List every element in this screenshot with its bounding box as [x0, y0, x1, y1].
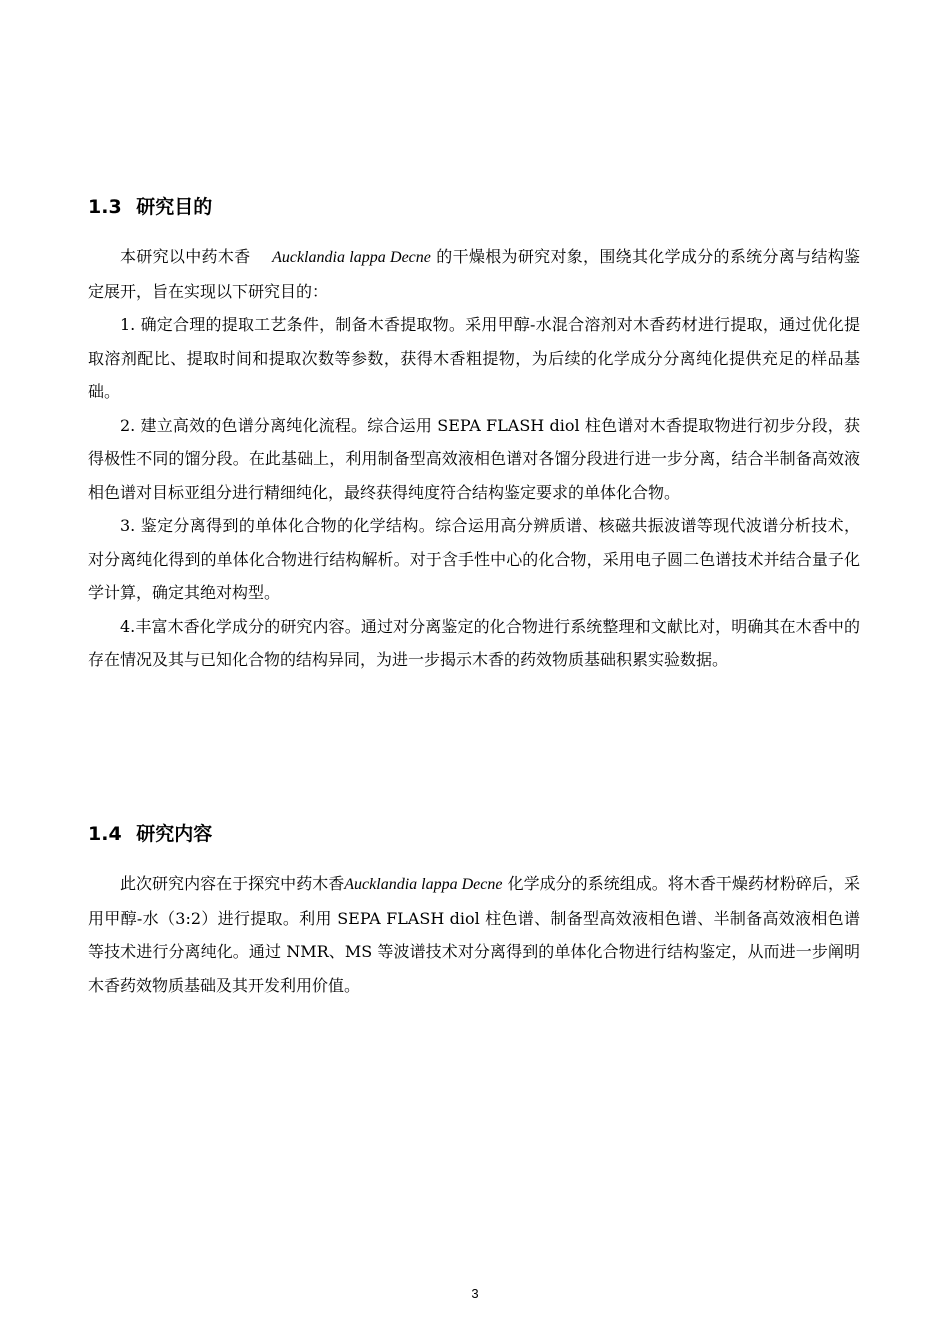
content-paragraph	[88, 867, 860, 1002]
section-title: 研究内容	[136, 823, 213, 845]
intro-text-start: 本研究以中药木香	[120, 247, 251, 266]
content-text-start: 此次研究内容在于探究中药木香	[120, 874, 345, 893]
content-text-end: 化学成分的系统组成。将木香干燥药材粉碎后，采用甲醇-水（3:2）进行提取。利用 SEPA FLASH diol 柱色谱、制备型高效液相色谱、半制备高效液相色谱等技术进行分离纯化。通过 NMR、MS 等波谱技术对分离得到的单体化合物进行结构鉴定，从而进一步阐明木香药效物质基础及其开发利用价值。	[88, 874, 860, 995]
section-heading	[88, 193, 860, 221]
section-number: 1.4	[88, 823, 122, 845]
objective-item-3: 3. 鉴定分离得到的单体化合物的化学结构。综合运用高分辨质谱、核磁共振波谱等现代波谱分析技术，对分离纯化得到的单体化合物进行结构解析。对于含手性中心的化合物，采用电子圆二色谱技术并结合量子化学计算，确定其绝对构型。	[88, 516, 860, 602]
objective-item-2: 2. 建立高效的色谱分离纯化流程。综合运用 SEPA FLASH diol 柱色谱对木香提取物进行初步分段，获得极性不同的馏分段。在此基础上，利用制备型高效液相色谱对各馏分段进行进一步分离，结合半制备高效液相色谱对目标亚组分进行精细纯化，最终获得纯度符合结构鉴定要求的单体化合物。	[88, 415, 860, 502]
section-number: 1.3	[88, 196, 122, 218]
page-number: 3	[471, 1286, 479, 1301]
latin-species-name: Aucklandia lappa Decne	[272, 249, 431, 266]
section-research-objectives	[88, 193, 860, 677]
section-heading	[88, 820, 860, 848]
objective-item-1: 1. 确定合理的提取工艺条件，制备木香提取物。采用甲醇-水混合溶剂对木香药材进行提取，通过优化提取溶剂配比、提取时间和提取次数等参数，获得木香粗提物，为后续的化学成分分离纯化提供充足的样品基础。	[88, 315, 860, 401]
intro-text-end: 的干燥根为研究对象，围绕其化学成分的系统分离与结构鉴定展开，旨在实现以下研究目的：	[88, 247, 861, 301]
objective-item-4: 4.丰富木香化学成分的研究内容。通过对分离鉴定的化合物进行系统整理和文献比对，明确其在木香中的存在情况及其与已知化合物的结构异同，为进一步揭示木香的药效物质基础积累实验数据。	[88, 616, 860, 669]
section-research-content	[88, 820, 860, 1002]
section-title: 研究目的	[136, 196, 213, 218]
intro-paragraph	[88, 240, 860, 308]
latin-species-name: Aucklandia lappa Decne	[344, 876, 503, 893]
